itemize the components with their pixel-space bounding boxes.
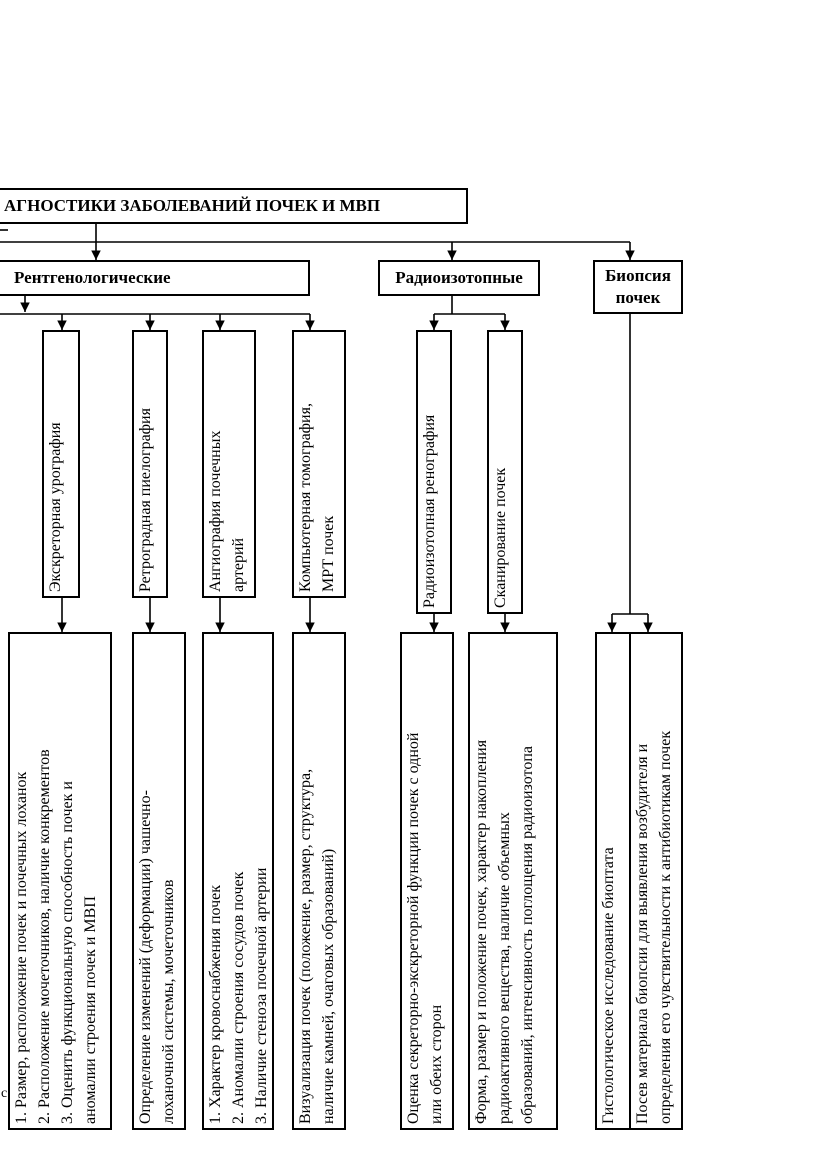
method-ct-mri-line-1: Компьютерная томография, — [297, 403, 314, 592]
result-histology — [595, 632, 631, 1130]
result-histology-line-1: Гистологическое исследование биоптата — [600, 847, 617, 1124]
result-ct-mri — [292, 632, 346, 1130]
result-renal-angiography-line-1: 1. Характер кровоснабжения почек — [207, 884, 224, 1124]
category-biopsy-line-1: Биопсия — [605, 266, 671, 285]
category-radioisotope — [378, 260, 540, 296]
result-biopsy-culture-line-1: Посев материала биопсии для выявления возбудителя и — [634, 743, 651, 1124]
category-xray-label: Рентгенологические — [14, 268, 171, 287]
result-renal-angiography-line-3: 3. Наличие стеноза почечной артерии — [253, 867, 270, 1124]
method-excretory-urography-line-1: Экскреторная урография — [47, 422, 64, 592]
result-biopsy-culture-line-2: определения его чувствительности к антибиотикам почек — [657, 730, 674, 1124]
diagram-title — [0, 188, 468, 224]
result-excretory-urography-line-4: аномалии строения почек и МВП — [82, 896, 99, 1124]
category-biopsy — [593, 260, 683, 314]
method-radioisotope-renography — [416, 330, 452, 614]
result-excretory-urography-line-3: 3. Оценить функциональную способность почек и — [59, 781, 76, 1124]
result-renal-angiography — [202, 632, 274, 1130]
method-renal-angiography-line-1: Ангиография почечных — [207, 430, 224, 592]
result-kidney-scan — [468, 632, 558, 1130]
result-excretory-urography-line-2: 2. Расположение мочеточников, наличие конкрементов — [36, 749, 53, 1124]
category-xray — [0, 260, 310, 296]
stray-mark: с — [1, 1086, 8, 1101]
method-ct-mri-line-2: МРТ почек — [320, 515, 337, 592]
method-renal-angiography — [202, 330, 256, 598]
result-kidney-scan-line-1: Форма, размер и положение почек, характер накопления — [473, 739, 490, 1124]
result-excretory-urography — [8, 632, 112, 1130]
method-kidney-scan-line-1: Сканирование почек — [492, 467, 509, 608]
method-retrograde-pyelography — [132, 330, 168, 598]
result-radioisotope-renography-line-2: или обеих сторон — [428, 1004, 445, 1124]
result-ct-mri-line-1: Визуализация почек (положение, размер, структура, — [297, 768, 314, 1124]
result-radioisotope-renography — [400, 632, 454, 1130]
result-biopsy-culture — [629, 632, 683, 1130]
result-renal-angiography-line-2: 2. Аномалии строения сосудов почек — [230, 871, 247, 1124]
result-retrograde-pyelography — [132, 632, 186, 1130]
result-kidney-scan-line-3: образований, интенсивность поглощения радиоизотопа — [519, 746, 536, 1124]
result-retrograde-pyelography-line-1: Определение изменений (деформации) чашечно- — [137, 790, 154, 1124]
result-radioisotope-renography-line-1: Оценка секреторно-экскреторной функции почек с одной — [405, 732, 422, 1124]
category-biopsy-line-2: почек — [615, 288, 661, 307]
method-excretory-urography — [42, 330, 80, 598]
result-excretory-urography-line-1: 1. Размер, расположение почек и почечных лоханок — [13, 771, 30, 1124]
result-kidney-scan-line-2: радиоактивного вещества, наличие объемных — [496, 812, 513, 1124]
method-radioisotope-renography-line-1: Радиоизотопная ренография — [421, 414, 438, 608]
method-retrograde-pyelography-line-1: Ретроградная пиелография — [137, 408, 154, 592]
result-retrograde-pyelography-line-2: лоханочной системы, мочеточников — [160, 879, 177, 1124]
method-renal-angiography-line-2: артерий — [230, 537, 247, 592]
category-radioisotope-label: Радиоизотопные — [395, 268, 523, 287]
diagram-title-text: АГНОСТИКИ ЗАБОЛЕВАНИЙ ПОЧЕК И МВП — [4, 196, 381, 215]
result-ct-mri-line-2: наличие камней, очаговых образований) — [320, 848, 337, 1124]
method-kidney-scan — [487, 330, 523, 614]
method-ct-mri — [292, 330, 346, 598]
